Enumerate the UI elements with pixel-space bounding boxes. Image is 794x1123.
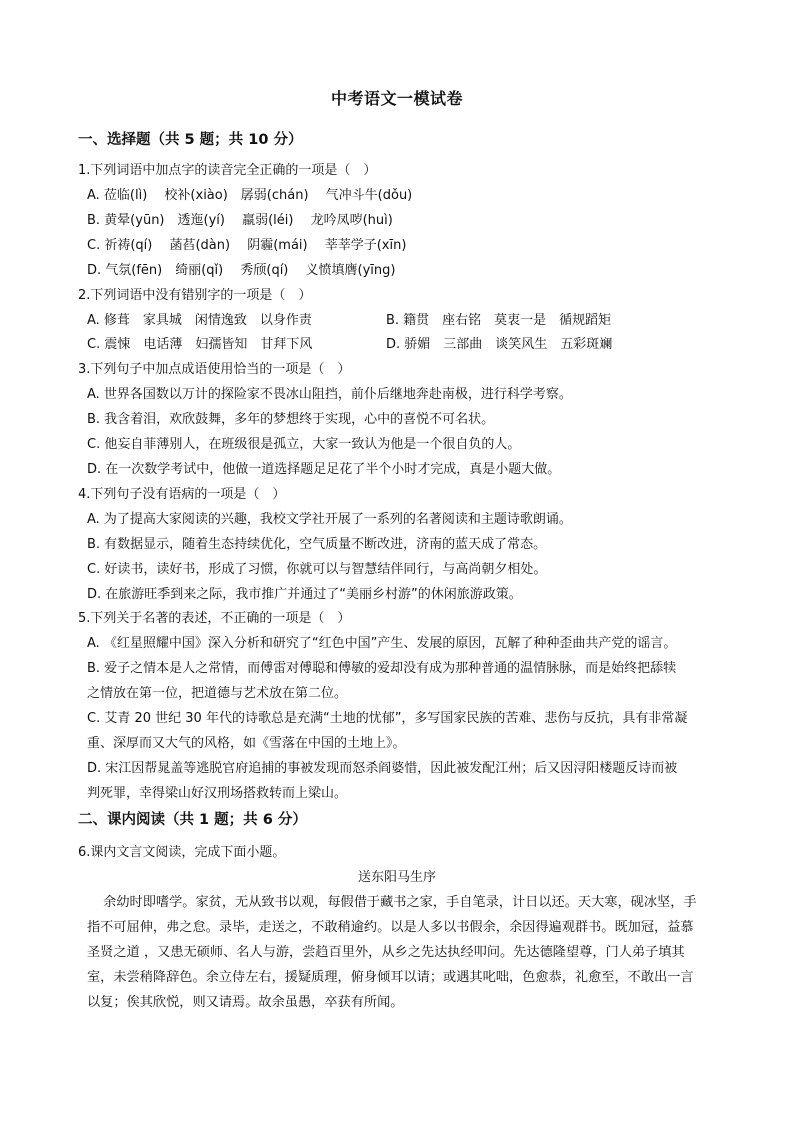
question-1-option-d: D. 气氛(fēn) 绮丽(qǐ) 秀颀(qí) 义愤填膺(yīng) [87,263,396,278]
question-5-option-a: A. 《红星照耀中国》深入分析和研究了“红色中国”产生、发展的原因，瓦解了种种歪曲共产党的谣言。 [87,636,677,651]
passage-line-2: 指不可屈伸，弗之怠。录毕，走送之，不敢稍逾约。以是人多以书假余，余因得遍观群书。既加冠，益慕 [87,920,694,935]
question-6-stem: 6.课内文言文阅读，完成下面小题。 [78,845,286,860]
question-5-option-d: D. 宋江因帮晁盖等逃脱官府追捕的事被发现而怒杀阎婆惜，因此被发配江州；后又因浔阳楼题反诗而被 [87,761,678,776]
question-1-option-a: A. 莅临(lì) 校补(xiào) 孱弱(chán) 气冲斗牛(dǒu) [87,188,413,203]
question-3-stem: 3.下列句子中加点成语使用恰当的一项是（ ） [78,362,351,377]
question-1-stem: 1.下列词语中加点字的读音完全正确的一项是（ ） [78,163,377,178]
page-title: 中考语文一模试卷 [330,89,463,108]
passage-line-1: 余幼时即嗜学。家贫，无从致书以观，每假借于藏书之家，手自笔录，计日以还。天大寒，砚冰坚，手 [90,895,697,910]
question-2-option-d: D. 骄媚 三部曲 谈笑风生 五彩斑斓 [386,337,613,352]
question-5-option-d-continued: 判死罪，幸得梁山好汉刑场搭救转而上梁山。 [87,786,348,801]
question-3-option-b: B. 我含着泪，欢欣鼓舞，多年的梦想终于实现，心中的喜悦不可名状。 [87,412,495,427]
question-4-option-c: C. 好读书，读好书，形成了习惯，你就可以与智慧结伴同行，与高尚朝夕相处。 [87,562,547,577]
question-5-option-b-continued: 之情放在第一位，把道德与艺术放在第二位。 [87,686,348,701]
section-heading-reading: 二、课内阅读（共 1 题；共 6 分） [78,812,307,828]
passage-title: 送东阳马生序 [357,870,436,885]
question-5-option-c: C. 艾青 20 世纪 30 年代的诗歌总是充满“土地的忧郁”，多写国家民族的苦难、悲伤与反抗，具有非常凝 [87,711,688,726]
question-2-option-a: A. 修葺 家具城 闲情逸致 以身作责 [87,313,312,328]
question-4-option-a: A. 为了提高大家阅读的兴趣，我校文学社开展了一系列的名著阅读和主题诗歌朗诵。 [87,512,572,527]
question-1-option-b: B. 黄晕(yūn) 透迤(yí) 羸弱(léi) 龙吟凤哕(huì) [87,213,393,228]
question-1-option-c: C. 祈祷(qí) 菡萏(dàn) 阴霾(mái) 莘莘学子(xīn) [87,238,407,253]
question-4-stem: 4.下列句子没有语病的一项是（ ） [78,487,286,502]
question-5-option-c-continued: 重、深厚而又大气的风格，如《雪落在中国的土地上》。 [87,736,406,751]
passage-line-5: 以复；俟其欣悦，则又请焉。故余虽愚，卒获有所闻。 [87,995,404,1010]
question-3-option-a: A. 世界各国数以万计的探险家不畏冰山阻挡，前仆后继地奔赴南极，进行科学考察。 [87,387,572,402]
passage-line-3: 圣贤之道 ，又患无硕师、名人与游，尝趋百里外，从乡之先达执经叩问。先达德隆望尊，门人弟子填其 [87,945,685,960]
passage-line-4: 室，未尝稍降辞色。余立侍左右，援疑质理，俯身倾耳以请；或遇其叱咄，色愈恭，礼愈至，不敢出一言 [87,970,694,985]
question-4-option-d: D. 在旅游旺季到来之际，我市推广并通过了“美丽乡村游”的休闲旅游政策。 [87,587,522,602]
question-5-stem: 5.下列关于名著的表述，不正确的一项是（ ） [78,611,351,626]
section-heading-choice: 一、选择题（共 5 题；共 10 分） [78,132,303,148]
question-2-stem: 2.下列词语中没有错别字的一项是（ ） [78,288,312,303]
question-3-option-c: C. 他妄自菲薄别人，在班级很是孤立，大家一致认为他是一个很自负的人。 [87,437,521,452]
question-5-option-b: B. 爱子之情本是人之常情，而傅雷对傅聪和傅敏的爱却没有成为那种普通的温情脉脉，而是始终把舔犊 [87,661,677,676]
question-2-option-c: C. 震悚 电话薄 妇孺皆知 甘拜下风 [87,337,313,352]
question-4-option-b: B. 有数据显示，随着生态持续优化，空气质量不断改进，济南的蓝天成了常态。 [87,537,547,552]
question-3-option-d: D. 在一次数学考试中，他做一道选择题足足花了半个小时才完成，真是小题大做。 [87,462,561,477]
question-2-option-b: B. 籍贯 座右铭 莫衷一是 循规蹈矩 [386,313,612,328]
